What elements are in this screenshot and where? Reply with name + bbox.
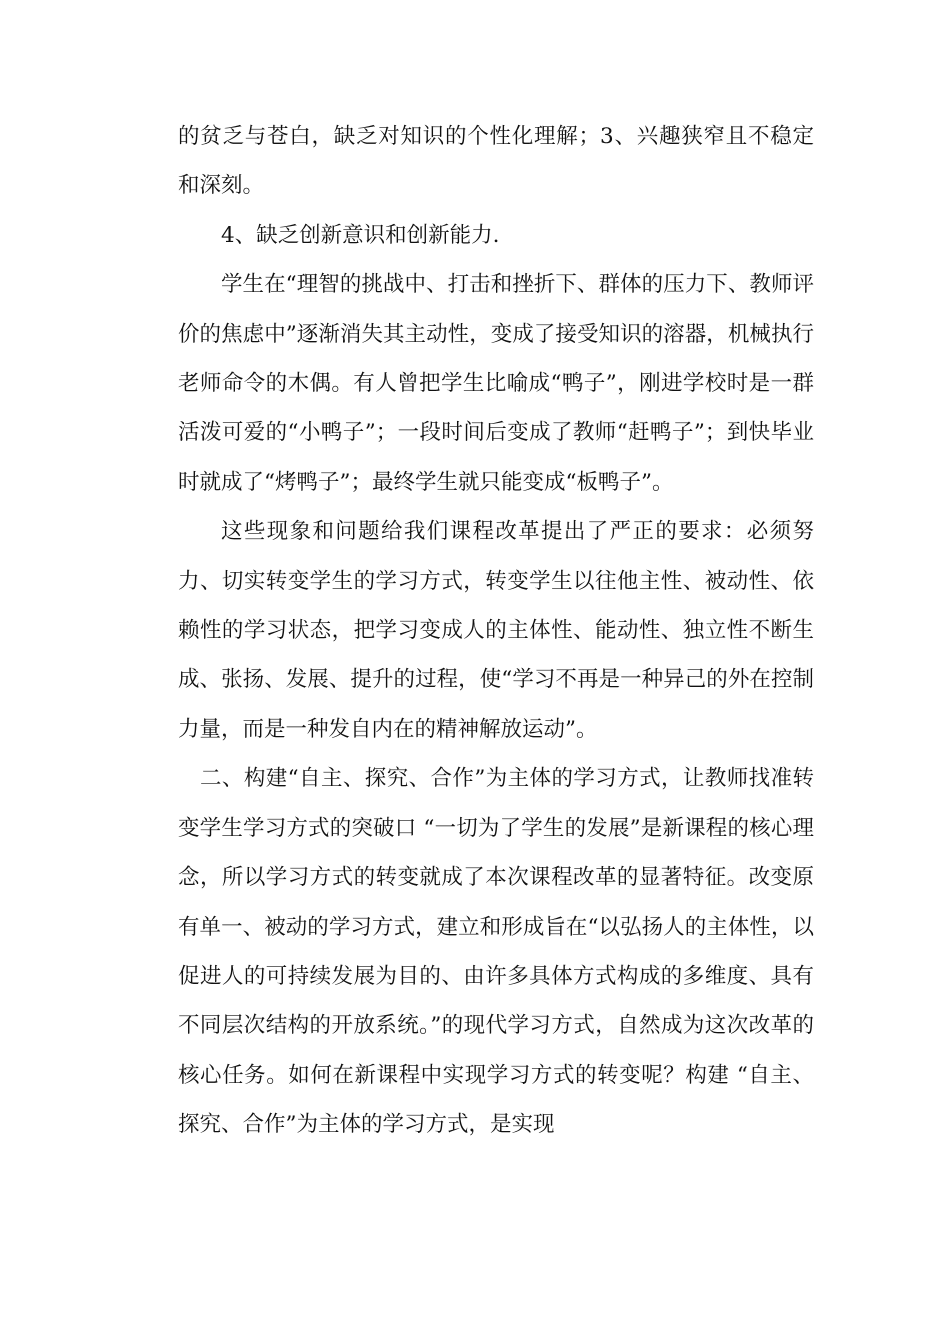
paragraph-continuation: 的贫乏与苍白，缺乏对知识的个性化理解；3、兴趣狭窄且不稳定和深刻。 <box>178 124 814 199</box>
paragraph-list-item-4: 4、缺乏创新意识和创新能力. <box>221 222 500 248</box>
document-body <box>178 112 814 1150</box>
paragraph-reform-requirements: 这些现象和问题给我们课程改革提出了严正的要求：必须努力、切实转变学生的学习方式，转变学生以往他主性、被动性、依赖性的学习状态，把学习变成人的主体性、能动性、独立性不断生成、张扬、发展、提升的过程，使“学习不再是一种异己的外在控制力量，而是一种发自内在的精神解放运动”。 <box>178 519 814 742</box>
paragraph-student-passivity: 学生在“理智的挑战中、打击和挫折下、群体的压力下、教师评价的焦虑中”逐渐消失其主动性，变成了接受知识的溶器，机械执行老师命令的木偶。有人曾把学生比喻成“鸭子”，刚进学校时是一群活泼可爱的“小鸭子”；一段时间后变成了教师“赶鸭子”；到快毕业时就成了“烤鸭子”；最终学生就只能变成“板鸭子”。 <box>178 272 814 495</box>
paragraph-section-two: 二、构建“自主、探究、合作”为主体的学习方式，让教师找准转变学生学习方式的突破口 “一切为了学生的发展”是新课程的核心理念，所以学习方式的转变就成了本次课程改革的显著特征。改变原有单一、被动的学习方式，建立和形成旨在“以弘扬人的主体性，以促进人的可持续发展为目的、由许多具体方式构成的多维度、具有不同层次结构的开放系统。”的现代学习方式，自然成为这次改革的核心任务。如何在新课程中实现学习方式的转变呢？构建 “自主、探究、合作”为主体的学习方式，是实现 <box>178 766 814 1138</box>
